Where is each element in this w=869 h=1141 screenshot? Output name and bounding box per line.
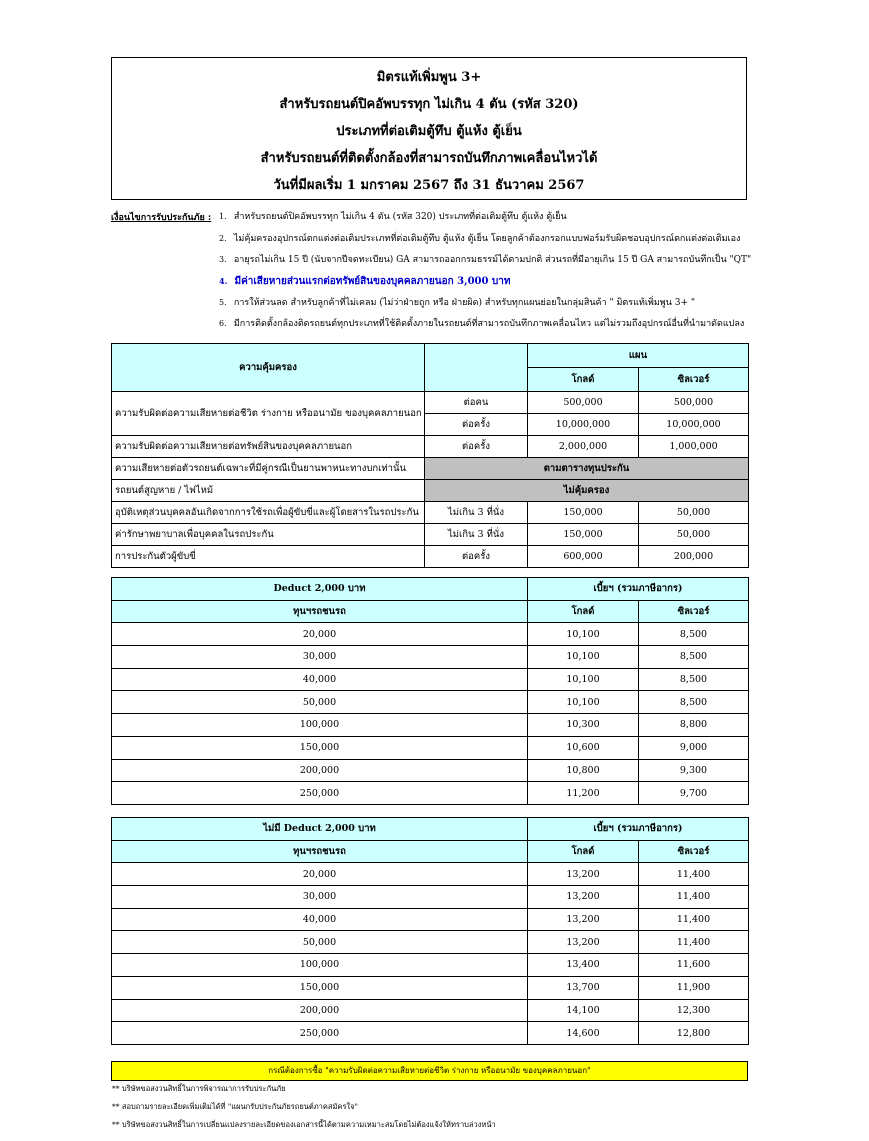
sum-insured-header: ทุนฯรถชนรถ — [112, 840, 528, 863]
premium-title-row — [112, 578, 749, 601]
unit-cell: ต่อครั้ง — [425, 546, 528, 568]
condition-item-highlight: 4. มีค่าเสียหายส่วนแรกต่อทรัพย์สินของบุคคลภายนอก 3,000 บาท — [219, 276, 511, 287]
table-row — [112, 480, 749, 502]
table-row — [112, 502, 749, 524]
table-row — [112, 908, 749, 931]
silver-premium-cell: 9,000 — [639, 736, 749, 759]
table-title: Deduct 2,000 บาท — [112, 578, 528, 601]
gold-cell: 10,000,000 — [528, 414, 639, 436]
sum-insured-cell: 150,000 — [112, 736, 528, 759]
plan-silver: ซิลเวอร์ — [639, 840, 749, 863]
silver-cell: 1,000,000 — [639, 436, 749, 458]
silver-premium-cell: 12,800 — [639, 1022, 749, 1045]
silver-premium-cell: 11,400 — [639, 908, 749, 931]
plan-gold: โกลด์ — [528, 368, 639, 392]
unit-cell: ต่อคน — [425, 392, 528, 414]
deduct-premium-table — [111, 577, 749, 805]
condition-item: 5. การให้ส่วนลด สำหรับลูกค้าที่ไม่เคลม (ไม่ว่าฝ่ายถูก หรือ ฝ่ายผิด) สำหรับทุกแผนย่อยในกลุ่มสินค้า " มิตรแท้เพิ่มพูน 3+ " — [219, 298, 695, 308]
silver-cell: 10,000,000 — [639, 414, 749, 436]
silver-premium-cell: 9,700 — [639, 782, 749, 805]
coverage-label: อุบัติเหตุส่วนบุคคลอันเกิดจากการใช้รถเพื่อผู้ขับขี่และผู้โดยสารในรถประกัน — [112, 502, 425, 524]
premium-rows — [112, 623, 749, 805]
table-row — [112, 668, 749, 691]
vehicle-type: สำหรับรถยนต์ปิคอัพบรรทุก ไม่เกิน 4 ตัน (รหัส 320) — [279, 97, 579, 112]
gold-cell: 500,000 — [528, 392, 639, 414]
coverage-header-row — [112, 344, 749, 368]
silver-premium-cell: 8,500 — [639, 668, 749, 691]
conditions-label: เงื่อนไขการรับประกันภัย : — [111, 213, 212, 223]
table-title: ไม่มี Deduct 2,000 บาท — [112, 818, 528, 841]
table-row — [112, 524, 749, 546]
silver-cell: 50,000 — [639, 502, 749, 524]
table-row — [112, 546, 749, 568]
purchase-note: กรณีต้องการซื้อ "ความรับผิดต่อความเสียหายต่อชีวิต ร่างกาย หรืออนามัย ของบุคคลภายนอก" — [111, 1061, 748, 1081]
plan-gold: โกลด์ — [528, 840, 639, 863]
gold-cell: 150,000 — [528, 524, 639, 546]
merged-value-cell: ไม่คุ้มครอง — [425, 480, 749, 502]
gold-premium-cell: 10,300 — [528, 714, 639, 737]
sum-insured-cell: 150,000 — [112, 976, 528, 999]
silver-premium-cell: 8,500 — [639, 646, 749, 669]
gold-premium-cell: 11,200 — [528, 782, 639, 805]
table-row — [112, 886, 749, 909]
table-row — [112, 691, 749, 714]
gold-premium-cell: 14,100 — [528, 999, 639, 1022]
sum-insured-cell: 200,000 — [112, 999, 528, 1022]
table-row — [112, 759, 749, 782]
table-row — [112, 976, 749, 999]
premium-header-row — [112, 840, 749, 863]
coverage-label: รถยนต์สูญหาย / ไฟไหม้ — [112, 480, 425, 502]
silver-premium-cell: 9,300 — [639, 759, 749, 782]
table-row — [112, 782, 749, 805]
body-type: ประเภทที่ต่อเติมตู้ทึบ ตู้แห้ง ตู้เย็น — [336, 124, 522, 139]
premium-header: เบี้ยฯ (รวมภาษีอากร) — [528, 578, 749, 601]
condition-item: 1. สำหรับรถยนต์ปิคอัพบรรทุก ไม่เกิน 4 ตัน (รหัส 320) ประเภทที่ต่อเติมตู้ทึบ ตู้แห้ง ตู้เย็น — [219, 212, 567, 222]
footnote: ** บริษัทขอสงวนสิทธิ์ในการเปลี่ยนแปลงรายละเอียดของเอกสารนี้ได้ตามความเหมาะสมโดยไม่ต้องแจ้งให้ทราบล่วงหน้า — [112, 1120, 496, 1129]
table-row — [112, 1022, 749, 1045]
unit-cell: ต่อครั้ง — [425, 414, 528, 436]
condition-item: 6. มีการติดตั้งกล้องติดรถยนต์ทุกประเภทที่ใช้ติดตั้งภายในรถยนต์ที่สามารถบันทึกภาพเคลื่อนไหว แต่ไม่รวมถึงอุปกรณ์อื่นที่นำมาดัดแปลง — [219, 319, 745, 329]
sum-insured-cell: 30,000 — [112, 886, 528, 909]
footnote: ** บริษัทขอสงวนสิทธิ์ในการพิจารณาการรับประกันภัย — [112, 1084, 286, 1093]
table-row — [112, 931, 749, 954]
silver-premium-cell: 11,400 — [639, 863, 749, 886]
silver-premium-cell: 8,500 — [639, 623, 749, 646]
table-row — [112, 999, 749, 1022]
gold-premium-cell: 10,100 — [528, 668, 639, 691]
coverage-table — [111, 343, 749, 568]
table-row — [112, 436, 749, 458]
silver-premium-cell: 11,400 — [639, 886, 749, 909]
coverage-label: ความรับผิดต่อความเสียหายต่อทรัพย์สินของบุคคลภายนอก — [112, 436, 425, 458]
silver-premium-cell: 8,800 — [639, 714, 749, 737]
condition-item: 3. อายุรถไม่เกิน 15 ปี (นับจากปีจดทะเบียน) GA สามารถออกกรมธรรม์ได้ตามปกติ ส่วนรถที่มีอายุเกิน 15 ปี GA สามารถบันทึกเป็น "QT" — [219, 255, 752, 265]
unit-cell: ต่อครั้ง — [425, 436, 528, 458]
coverage-label: ค่ารักษาพยาบาลเพื่อบุคคลในรถประกัน — [112, 524, 425, 546]
silver-cell: 200,000 — [639, 546, 749, 568]
premium-rows — [112, 863, 749, 1045]
table-row — [112, 623, 749, 646]
table-row — [112, 863, 749, 886]
gold-premium-cell: 13,200 — [528, 863, 639, 886]
gold-cell: 600,000 — [528, 546, 639, 568]
nodeduct-premium-table — [111, 817, 749, 1045]
gold-premium-cell: 13,200 — [528, 908, 639, 931]
silver-premium-cell: 8,500 — [639, 691, 749, 714]
coverage-header: ความคุ้มครอง — [112, 344, 425, 392]
sum-insured-cell: 50,000 — [112, 931, 528, 954]
merged-value-cell: ตามตารางทุนประกัน — [425, 458, 749, 480]
gold-premium-cell: 10,800 — [528, 759, 639, 782]
table-row — [112, 646, 749, 669]
plan-gold: โกลด์ — [528, 600, 639, 623]
sum-insured-cell: 40,000 — [112, 908, 528, 931]
sum-insured-cell: 50,000 — [112, 691, 528, 714]
premium-title-row — [112, 818, 749, 841]
sum-insured-cell: 100,000 — [112, 714, 528, 737]
coverage-label: ความเสียหายต่อตัวรถยนต์เฉพาะที่มีคู่กรณีเป็นยานพาหนะทางบกเท่านั้น — [112, 458, 425, 480]
sum-insured-cell: 250,000 — [112, 1022, 528, 1045]
plan-silver: ซิลเวอร์ — [639, 368, 749, 392]
sum-insured-cell: 250,000 — [112, 782, 528, 805]
sum-insured-cell: 20,000 — [112, 863, 528, 886]
footnote: ** สอบถามรายละเอียดเพิ่มเติมได้ที่ "แผนกรับประกันภัยรถยนต์ภาคสมัครใจ" — [112, 1102, 358, 1111]
silver-premium-cell: 11,600 — [639, 954, 749, 977]
premium-header-row — [112, 600, 749, 623]
effective-dates: วันที่มีผลเริ่ม 1 มกราคม 2567 ถึง 31 ธันวาคม 2567 — [273, 178, 585, 193]
coverage-label: การประกันตัวผู้ขับขี่ — [112, 546, 425, 568]
gold-premium-cell: 13,200 — [528, 886, 639, 909]
gold-premium-cell: 13,700 — [528, 976, 639, 999]
table-row — [112, 714, 749, 737]
silver-premium-cell: 11,900 — [639, 976, 749, 999]
silver-cell: 50,000 — [639, 524, 749, 546]
silver-cell: 500,000 — [639, 392, 749, 414]
sum-insured-header: ทุนฯรถชนรถ — [112, 600, 528, 623]
sum-insured-cell: 20,000 — [112, 623, 528, 646]
sum-insured-cell: 40,000 — [112, 668, 528, 691]
table-row — [112, 736, 749, 759]
table-row — [112, 392, 749, 414]
gold-premium-cell: 10,600 — [528, 736, 639, 759]
title-box — [111, 57, 747, 200]
gold-cell: 150,000 — [528, 502, 639, 524]
coverage-label: ความรับผิดต่อความเสียหายต่อชีวิต ร่างกาย หรืออนามัย ของบุคคลภายนอก — [112, 392, 425, 436]
gold-premium-cell: 13,200 — [528, 931, 639, 954]
plan-silver: ซิลเวอร์ — [639, 600, 749, 623]
gold-cell: 2,000,000 — [528, 436, 639, 458]
sum-insured-cell: 100,000 — [112, 954, 528, 977]
unit-cell: ไม่เกิน 3 ที่นั่ง — [425, 502, 528, 524]
gold-premium-cell: 10,100 — [528, 646, 639, 669]
premium-header: เบี้ยฯ (รวมภาษีอากร) — [528, 818, 749, 841]
product-name: มิตรแท้เพิ่มพูน 3+ — [376, 70, 482, 85]
silver-premium-cell: 12,300 — [639, 999, 749, 1022]
sum-insured-cell: 200,000 — [112, 759, 528, 782]
camera-requirement: สำหรับรถยนต์ที่ติดตั้งกล้องที่สามารถบันทึกภาพเคลื่อนไหวได้ — [260, 151, 598, 166]
silver-premium-cell: 11,400 — [639, 931, 749, 954]
unit-cell: ไม่เกิน 3 ที่นั่ง — [425, 524, 528, 546]
gold-premium-cell: 13,400 — [528, 954, 639, 977]
sum-insured-cell: 30,000 — [112, 646, 528, 669]
gold-premium-cell: 10,100 — [528, 623, 639, 646]
gold-premium-cell: 14,600 — [528, 1022, 639, 1045]
plan-header: แผน — [528, 344, 749, 368]
table-row — [112, 954, 749, 977]
table-row — [112, 458, 749, 480]
gold-premium-cell: 10,100 — [528, 691, 639, 714]
condition-item: 2. ไม่คุ้มครองอุปกรณ์ตกแต่งต่อเติมประเภทที่ต่อเติมตู้ทึบ ตู้แห้ง ตู้เย็น โดยลูกค้าต้องกรอกแบบฟอร์มรับผิดชอบอุปกรณ์ตกแต่งต่อเติมเอง — [219, 234, 741, 244]
